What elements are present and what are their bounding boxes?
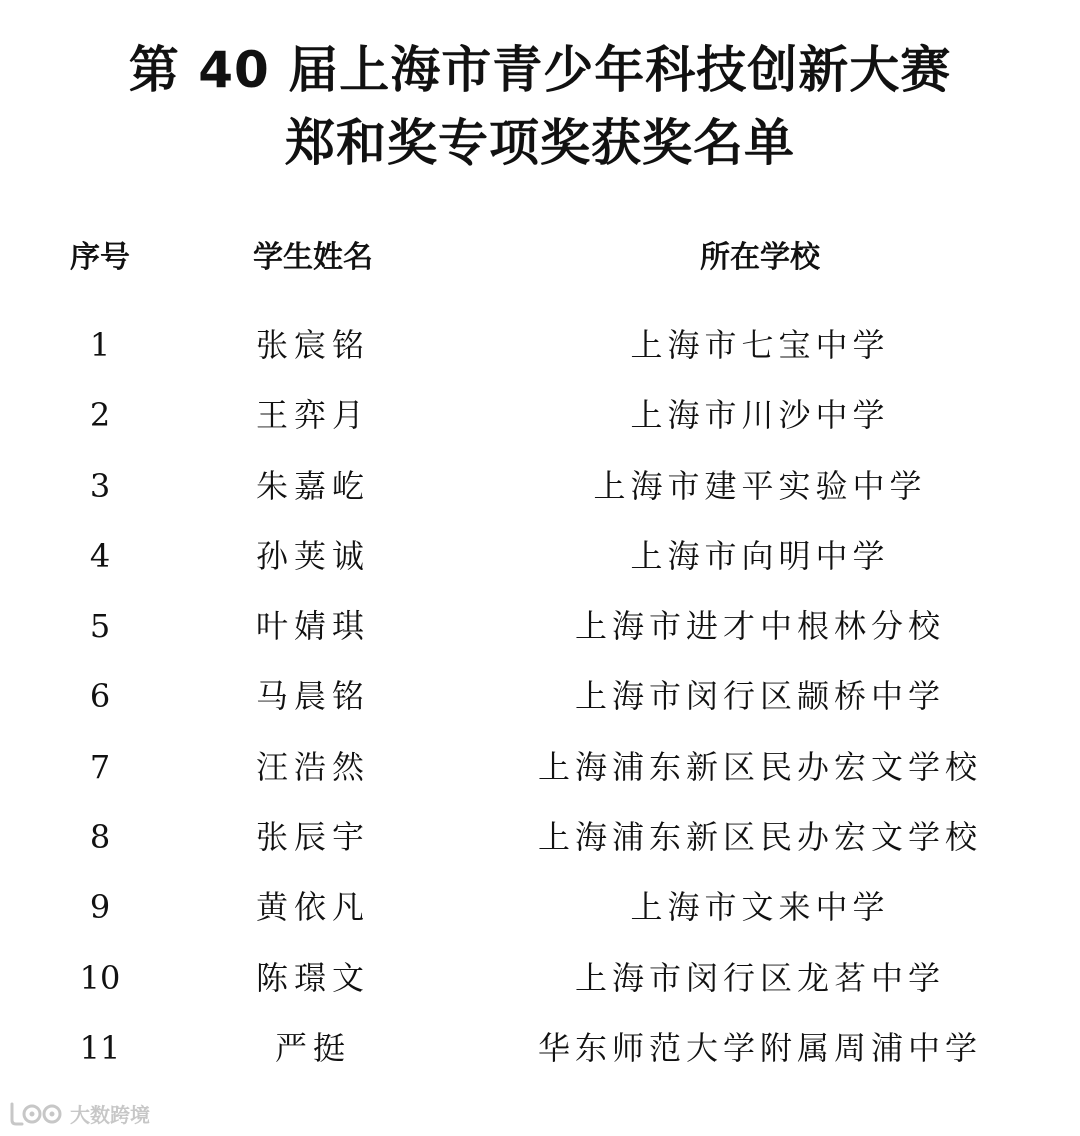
table-row <box>0 671 1080 741</box>
table-row <box>0 461 1080 531</box>
header-school: 所在学校 <box>700 240 820 275</box>
student-name: 陈璟文 <box>255 958 370 997</box>
brand-logo-icon <box>8 1100 66 1126</box>
row-number: 9 <box>89 888 111 927</box>
student-name: 孙荚诚 <box>255 536 370 575</box>
school-name: 上海浦东新区民办宏文学校 <box>537 818 982 857</box>
student-name: 张宸铭 <box>255 326 370 364</box>
row-number: 2 <box>89 396 111 435</box>
school-name: 上海市文来中学 <box>630 888 890 927</box>
school-name: 上海浦东新区民办宏文学校 <box>537 747 982 786</box>
row-number: 7 <box>89 747 111 786</box>
table-row <box>0 1023 1080 1093</box>
table-row <box>0 882 1080 952</box>
school-name: 上海市闵行区龙茗中学 <box>574 958 945 997</box>
watermark <box>8 1096 150 1130</box>
student-name: 叶婧琪 <box>255 607 370 646</box>
table-row <box>0 320 1080 390</box>
row-number: 8 <box>89 818 111 857</box>
table-row <box>0 953 1080 1023</box>
table-row <box>0 601 1080 671</box>
row-number: 4 <box>89 536 111 575</box>
table-row <box>0 531 1080 601</box>
row-number: 1 <box>89 326 111 364</box>
row-number: 5 <box>89 607 111 646</box>
student-name: 黄依凡 <box>255 888 370 927</box>
row-number: 11 <box>79 1028 121 1067</box>
watermark-text: 大数跨境 <box>70 1102 150 1127</box>
student-name: 汪浩然 <box>255 747 370 786</box>
row-number: 10 <box>79 958 121 997</box>
table-row <box>0 812 1080 882</box>
student-name: 王弈月 <box>255 396 370 435</box>
table-row <box>0 390 1080 460</box>
row-number: 6 <box>89 677 111 716</box>
school-name: 上海市建平实验中学 <box>593 466 927 505</box>
school-name: 上海市进才中根林分校 <box>574 607 945 646</box>
table-row <box>0 742 1080 812</box>
school-name: 上海市闵行区颛桥中学 <box>574 677 945 716</box>
winners-table <box>0 320 1080 1093</box>
school-name: 上海市七宝中学 <box>630 326 890 364</box>
row-number: 3 <box>89 466 111 505</box>
student-name: 严挺 <box>274 1028 351 1067</box>
header-student-name: 学生姓名 <box>253 240 373 275</box>
page-title-line-2: 郑和奖专项奖获奖名单 <box>285 114 795 172</box>
student-name: 张辰宇 <box>255 818 370 857</box>
page-title-line-1: 第 40 届上海市青少年科技创新大赛 <box>128 41 952 99</box>
header-serial-number: 序号 <box>70 240 130 275</box>
school-name: 上海市向明中学 <box>630 536 890 575</box>
student-name: 朱嘉屹 <box>255 466 370 505</box>
school-name: 上海市川沙中学 <box>630 396 890 435</box>
school-name: 华东师范大学附属周浦中学 <box>537 1028 982 1067</box>
student-name: 马晨铭 <box>255 677 370 716</box>
